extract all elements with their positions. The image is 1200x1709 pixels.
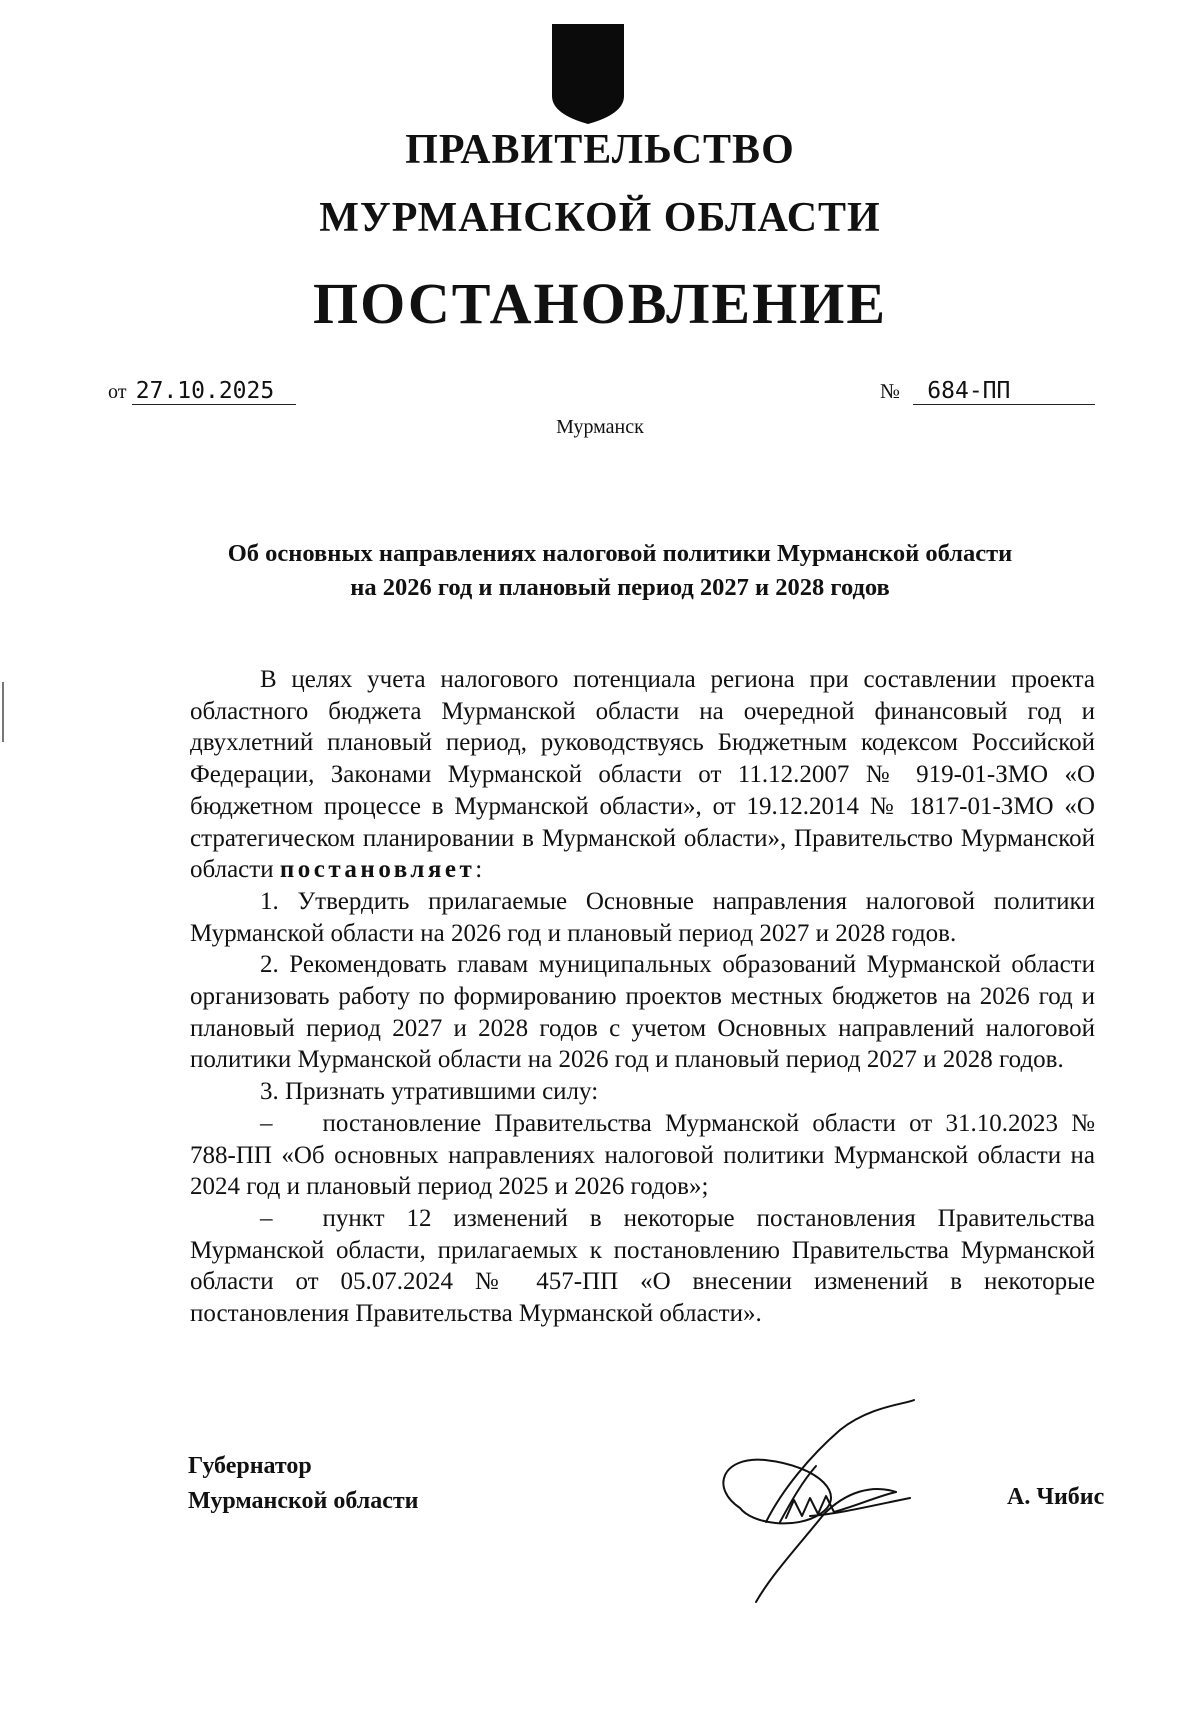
org-name-line2: МУРМАНСКОЙ ОБЛАСТИ [319,195,881,241]
document-body [190,664,1095,1330]
item-2: 2. Рекомендовать главам муниципальных образований Мурманской области организовать работу по формированию проектов местных бюджетов на 2026 год и плановый период 2027 и 2028 годов с учетом Основных направлений налоговой политики Мурманской области на 2026 год и плановый период 2027 и 2028 годов. [190,951,1095,1074]
intro-colon: : [475,856,483,884]
org-name-line1: ПРАВИТЕЛЬСТВО [405,127,795,173]
signatory-title-line1: Губернатор [188,1453,312,1479]
scan-margin-mark [2,682,4,742]
item-1: 1. Утвердить прилагаемые Основные направления налоговой политики Мурманской области на 2026 год и плановый период 2027 и 2028 годов. [190,887,1095,947]
signatory-title [188,1449,418,1519]
item-3-subitem-b: – пункт 12 изменений в некоторые постановления Правительства Мурманской области, прилагаемых к постановлению Правительства Мурманской области от 05.07.2024 № 457-ПП «О внесении изменений в некоторые постановления Правительства Мурманской области». [190,1204,1095,1328]
subject-line2: на 2026 год и плановый период 2027 и 2028 годов [350,574,890,601]
intro-text: В целях учета налогового потенциала региона при составлении проекта областного бюджета Мурманской области на очередной финансовый год и двухлетний плановый период, руководствуясь Бюджетным кодексом Российской Федерации, Законами Мурманской области от 11.12.2007 № 919-01-ЗМО «О бюджетном процессе в Мурманской области», от 19.12.2014 № 1817-01-ЗМО «О стратегическом планировании в Мурманской области», Правительство Мурманской области [190,666,1095,884]
item-3: 3. Признать утратившими силу: [260,1078,599,1106]
document-number-row [880,378,1095,405]
resolves-word: постановляет [279,856,476,884]
handwritten-signature [670,1396,940,1606]
document-date: 27.10.2025 [132,378,296,405]
signatory-title-line2: Мурманской области [188,1488,419,1514]
document-city: Мурманск [556,416,644,438]
document-subject [140,537,1100,605]
signatory-name: А. Чибис [1007,1484,1105,1510]
number-prefix: № [880,379,901,403]
document-date-row [108,378,296,405]
subject-line1: Об основных направлениях налоговой политики Мурманской области [227,540,1013,567]
intro-paragraph [190,664,1095,886]
date-prefix: от [108,381,127,403]
document-type-title: ПОСТАНОВЛЕНИЕ [312,271,888,336]
item-3-subitem-a: – постановление Правительства Мурманской области от 31.10.2023 № 788-ПП «Об основных направлениях налоговой политики Мурманской области на 2024 год и плановый период 2025 и 2026 годов»; [190,1109,1095,1201]
document-number: 684-ПП [913,378,1095,405]
coat-of-arms-icon [548,22,628,126]
